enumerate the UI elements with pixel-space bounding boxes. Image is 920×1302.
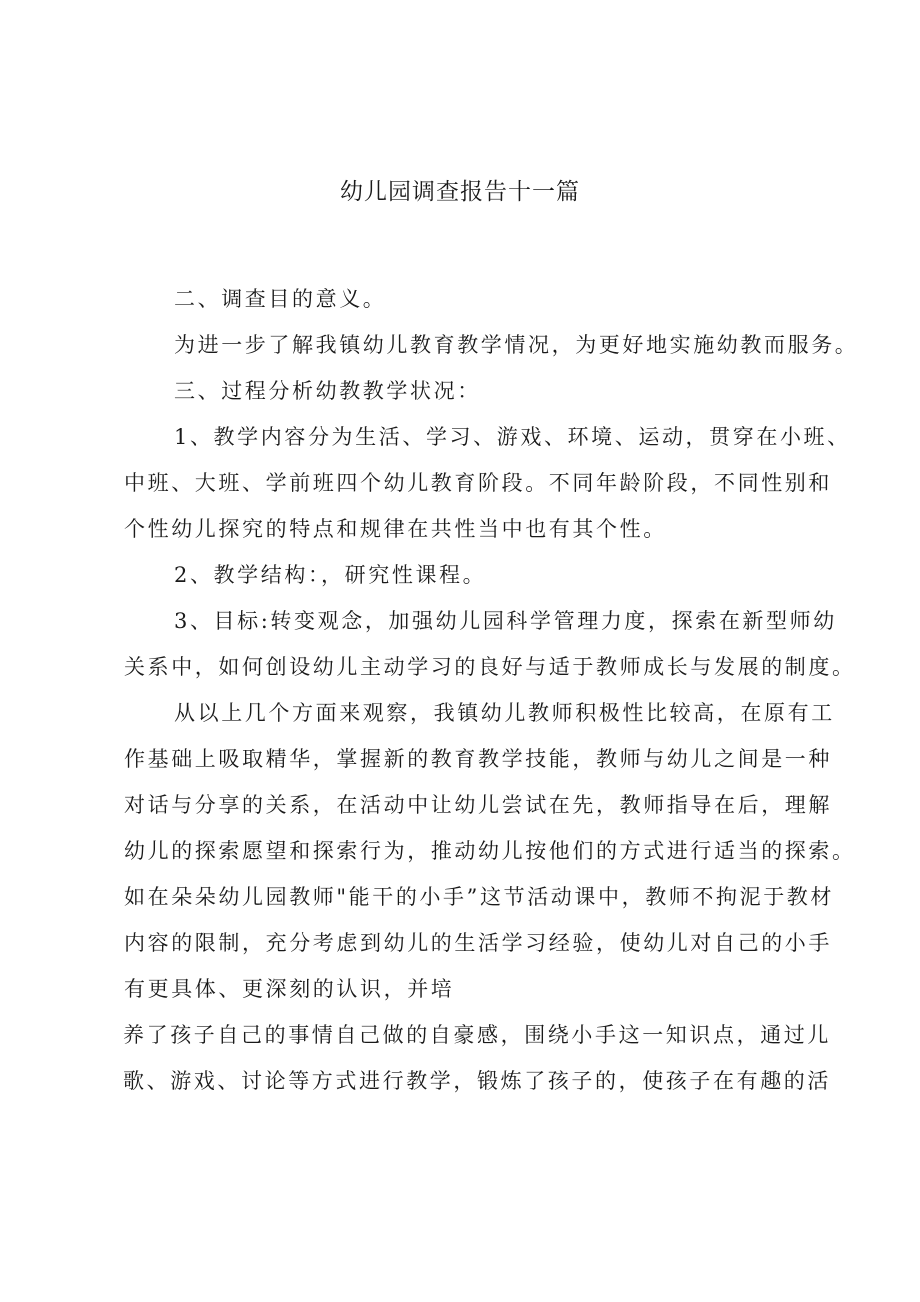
paragraph-item-two — [124, 552, 824, 598]
text-line: 关系中，如何创设幼儿主动学习的良好与适于教师成长与发展的制度。 — [124, 655, 856, 679]
paragraph-continuation — [123, 1012, 831, 1104]
paragraph-purpose — [124, 322, 859, 368]
text-line: 如在朵朵幼儿园教师"能干的小手”这节活动课中，教师不拘泥于教材 — [124, 885, 834, 909]
text-line: 为进一步了解我镇幼儿教育教学情况，为更好地实施幼教而服务。 — [174, 333, 859, 357]
text-line: 作基础上吸取精华，掌握新的教育教学技能，教师与幼儿之间是一种 — [124, 747, 832, 771]
text-line: 个性幼儿探究的特点和规律在共性当中也有其个性。 — [124, 517, 667, 541]
text-line: 歌、游戏、讨论等方式进行教学，锻炼了孩子的，使孩子在有趣的活 — [123, 1069, 831, 1093]
text-line: 2、教学结构：，研究性课程。 — [174, 563, 487, 587]
text-line: 三、过程分析幼教教学状况： — [174, 379, 481, 403]
text-line: 二、调查目的意义。 — [174, 287, 387, 311]
text-line: 有更具体、更深刻的认识，并培 — [124, 977, 455, 1001]
document-title: 幼儿园调查报告十一篇 — [340, 179, 580, 205]
document-body — [123, 276, 859, 1104]
text-line: 对话与分享的关系，在活动中让幼儿尝试在先，教师指导在后，理解 — [124, 793, 832, 817]
paragraph-item-one — [124, 414, 851, 552]
text-line: 3、目标:转变观念，加强幼儿园科学管理力度，探索在新型师幼 — [174, 609, 837, 633]
text-line: 中班、大班、学前班四个幼儿教育阶段。不同年龄阶段，不同性别和 — [124, 471, 832, 495]
paragraph-section-three-heading — [124, 368, 824, 414]
paragraph-observation — [124, 690, 856, 1012]
text-line: 幼儿的探索愿望和探索行为，推动幼儿按他们的方式进行适当的探索。 — [124, 839, 856, 863]
text-line: 从以上几个方面来观察，我镇幼儿教师积极性比较高，在原有工 — [174, 701, 835, 725]
text-line: 内容的限制，充分考虑到幼儿的生活学习经验，使幼儿对自己的小手 — [124, 931, 832, 955]
paragraph-item-three — [124, 598, 856, 690]
paragraph-section-two-heading — [124, 276, 824, 322]
text-line: 1、教学内容分为生活、学习、游戏、环境、运动，贯穿在小班、 — [174, 425, 851, 449]
text-line: 养了孩子自己的事情自己做的自豪感，围绕小手这一知识点，通过儿 — [123, 1023, 831, 1047]
